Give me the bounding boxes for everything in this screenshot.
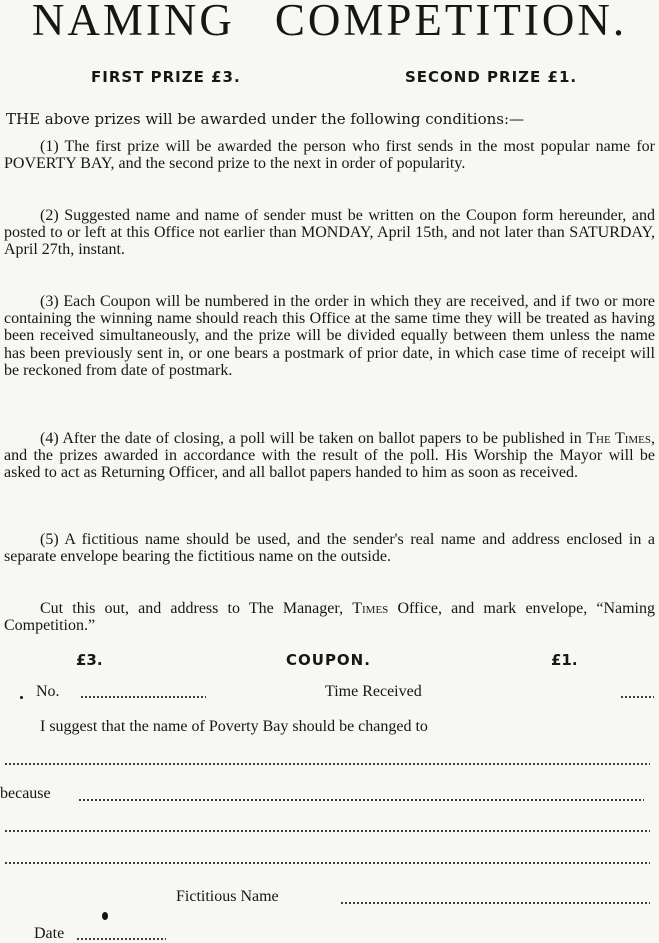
intro-text: THE above prizes will be awarded under the following conditions:— bbox=[6, 110, 525, 128]
ink-speck bbox=[102, 912, 108, 920]
coupon-second-amount: £1. bbox=[551, 651, 578, 669]
cut-out-instructions: Cut this out, and address to The Manager, Times Office, and mark envelope, “Naming Competition.” bbox=[4, 600, 656, 635]
second-prize-heading: SECOND PRIZE £1. bbox=[405, 68, 578, 86]
title-word-competition: COMPETITION. bbox=[274, 0, 628, 45]
number-field[interactable] bbox=[80, 696, 206, 698]
fictitious-name-field[interactable] bbox=[340, 902, 650, 904]
times-office-name: Times bbox=[352, 600, 389, 617]
time-received-label: Time Received bbox=[325, 683, 422, 700]
times-newspaper-name: The Times bbox=[586, 430, 652, 447]
because-line-2[interactable] bbox=[4, 830, 650, 832]
because-label: because bbox=[0, 785, 51, 802]
first-prize-heading: FIRST PRIZE £3. bbox=[91, 68, 241, 86]
condition-1: (1) The first prize will be awarded the person who first sends in the most popular name for POVERTY BAY, and the second prize to the next in order of popularity. bbox=[4, 138, 655, 173]
time-received-field[interactable] bbox=[620, 696, 654, 698]
page-title bbox=[0, 0, 659, 46]
condition-4: (4) After the date of closing, a poll will be taken on ballot papers to be published in The Times, and the prizes awarded in accordance with the result of the poll. His Worship the Mayor will be asked to act as Returning Officer, and all ballot papers handed to him as soon as received. bbox=[4, 430, 656, 482]
ink-speck bbox=[20, 696, 23, 699]
title-word-naming: NAMING bbox=[31, 0, 235, 45]
suggested-name-line[interactable] bbox=[4, 763, 650, 765]
because-line-1[interactable] bbox=[78, 799, 644, 801]
condition-3: (3) Each Coupon will be numbered in the order in which they are received, and if two or more containing the winning name should reach this Office at the same time they will be treated as having been received simultaneously, and the prize will be divided equally between them unless the name has been previously sent in, or one bears a postmark of prior date, in which case time of receipt will be reckoned from date of postmark. bbox=[4, 293, 655, 379]
fictitious-name-label: Fictitious Name bbox=[176, 888, 279, 905]
condition-5: (5) A fictitious name should be used, and the sender's real name and address enclosed in a separate envelope bearing the fictitious name on the outside. bbox=[4, 531, 655, 566]
because-line-3[interactable] bbox=[4, 862, 650, 864]
number-label: No. bbox=[36, 683, 60, 700]
condition-2: (2) Suggested name and name of sender must be written on the Coupon form hereunder, and posted to or left at this Office not earlier than MONDAY, April 15th, and not later than SATURDAY, April 27th, instant. bbox=[4, 207, 655, 259]
coupon-first-amount: £3. bbox=[76, 651, 103, 669]
suggestion-text: I suggest that the name of Poverty Bay should be changed to bbox=[40, 718, 428, 735]
coupon-heading: COUPON. bbox=[286, 651, 371, 669]
date-label: Date bbox=[34, 925, 65, 942]
